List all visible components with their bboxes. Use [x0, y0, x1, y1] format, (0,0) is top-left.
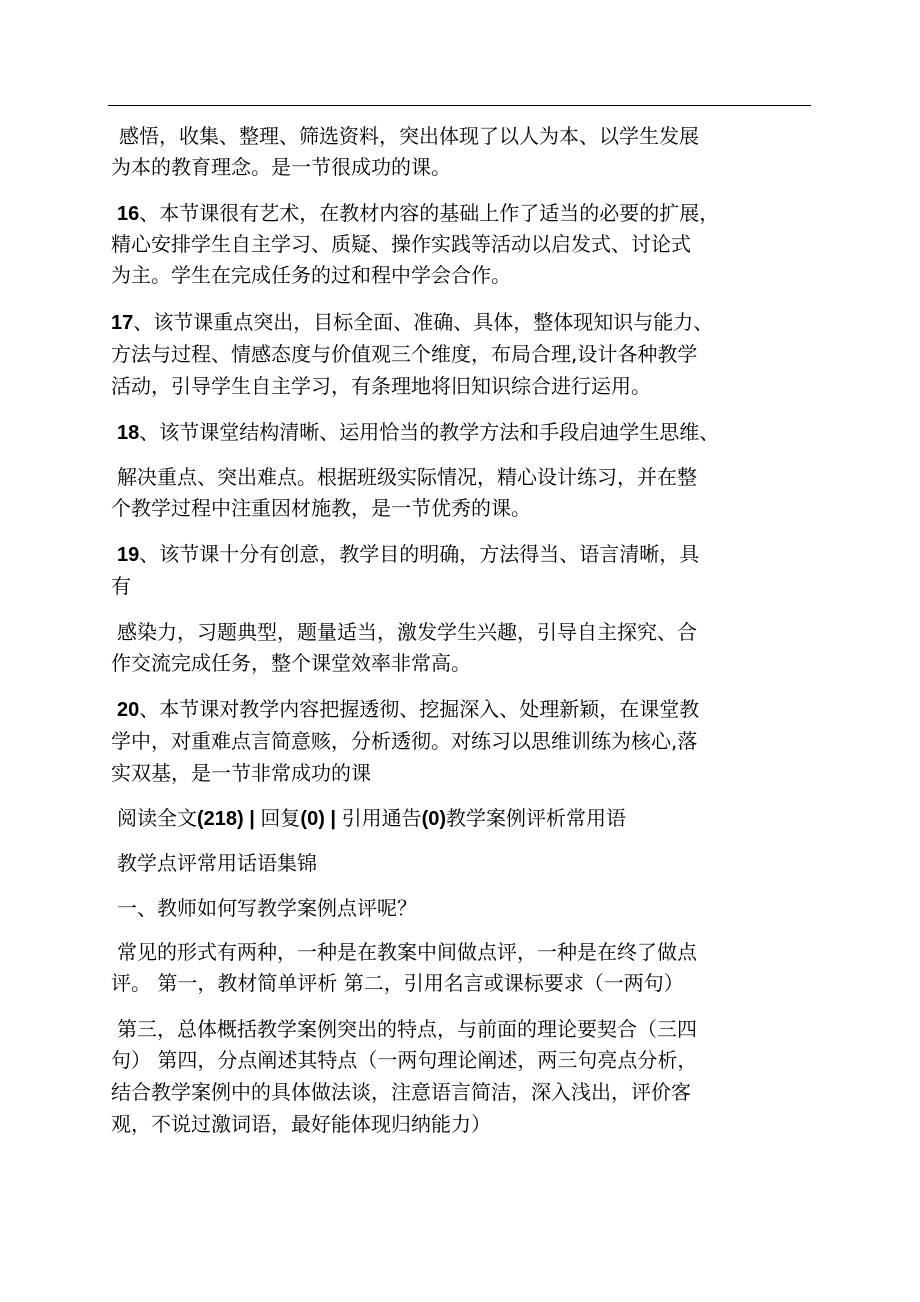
item-20-line-2: 学中，对重难点言简意赅，分析透彻。对练习以思维训练为核心,落 [111, 729, 698, 753]
item-number: 20 [117, 699, 140, 721]
header-rule [108, 105, 811, 106]
item-number: 17 [111, 312, 134, 334]
para-third-line-3: 结合教学案例中的具体做法谈，注意语言简洁，深入浅出，评价客 [111, 1080, 691, 1104]
para-third-line-1: 第三，总体概括教学案例突出的特点，与前面的理论要契合（三四 [117, 1017, 697, 1041]
item-17-line-3: 活动，引导学生自主学习，有条理地将旧知识综合进行运用。 [111, 374, 651, 398]
item-16-line-1: 16、本节课很有艺术，在教材内容的基础上作了适当的必要的扩展， [117, 201, 720, 225]
question-heading: 一、教师如何写教学案例点评呢？ [117, 896, 417, 920]
reply-link[interactable]: 回复(0) [260, 806, 325, 830]
para-third-line-2: 句） 第四，分点阐述其特点（一两句理论阐述，两三句亮点分析， [111, 1048, 698, 1072]
para-forms-line-1: 常见的形式有两种，一种是在教案中间做点评，一种是在终了做点 [117, 940, 697, 964]
item-19-line-2: 有 [111, 574, 131, 598]
text-line-2: 为本的教育理念。是一节很成功的课。 [111, 155, 451, 179]
read-full-link[interactable]: 阅读全文(218) [117, 806, 244, 830]
item-17-line-2: 方法与过程、情感态度与价值观三个维度，布局合理,设计各种教学 [111, 342, 698, 366]
item-number: 18 [117, 422, 140, 444]
item-19-line-3: 感染力，习题典型，题量适当，激发学生兴趣，引导自主探究、合 [117, 620, 697, 644]
article-title: 教学案例评析常用语 [446, 806, 627, 830]
item-16-line-2: 精心安排学生自主学习、质疑、操作实践等活动以启发式、讨论式 [111, 232, 691, 256]
item-18-line-2: 解决重点、突出难点。根据班级实际情况，精心设计练习，并在整 [117, 465, 697, 489]
item-18-line-1: 18、该节课堂结构清晰、运用恰当的教学方法和手段启迪学生思维、 [117, 420, 720, 444]
item-number: 19 [117, 544, 140, 566]
item-17-line-1: 17、该节课重点突出，目标全面、准确、具体，整体现知识与能力、 [111, 310, 714, 334]
item-19-line-1: 19、该节课十分有创意，教学目的明确，方法得当、语言清晰，具 [117, 542, 700, 566]
item-20-line-1: 20、本节课对教学内容把握透彻、挖掘深入、处理新颖，在课堂教 [117, 697, 700, 721]
item-number: 16 [117, 203, 140, 225]
item-18-line-3: 个教学过程中注重因材施教，是一节优秀的课。 [111, 496, 531, 520]
para-third-line-4: 观，不说过激词语，最好能体现归纳能力） [111, 1112, 491, 1136]
pipe-2: | [324, 808, 342, 830]
trackback-link[interactable]: 引用通告(0) [341, 806, 447, 830]
section-title: 教学点评常用话语集锦 [117, 851, 317, 875]
blog-footer-line: 阅读全文(218) | 回复(0) | 引用通告(0)教学案例评析常用语 [117, 806, 627, 830]
item-16-line-3: 为主。学生在完成任务的过和程中学会合作。 [111, 263, 511, 287]
text-line-1: 感悟，收集、整理、筛选资料，突出体现了以人为本、以学生发展 [119, 124, 699, 148]
para-forms-line-2: 评。 第一，教材简单评析 第二，引用名言或课标要求（一两句） [111, 971, 684, 995]
item-19-line-4: 作交流完成任务，整个课堂效率非常高。 [111, 651, 471, 675]
item-20-line-3: 实双基，是一节非常成功的课 [111, 761, 371, 785]
